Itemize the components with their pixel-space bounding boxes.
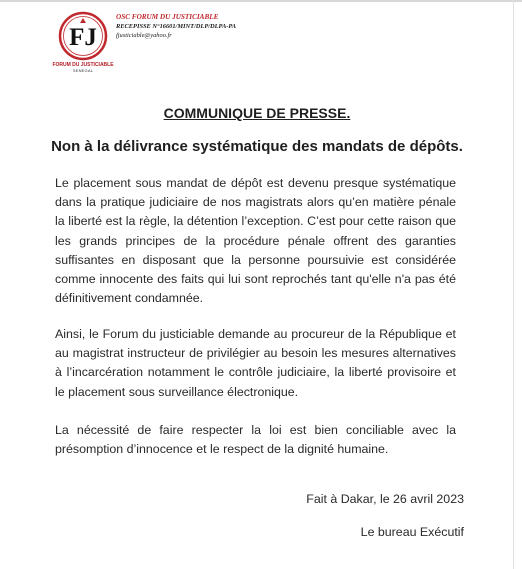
- fj-emblem: [58, 11, 108, 61]
- organization-email: fjusticiable@yahoo.fr: [116, 32, 172, 39]
- document-subtitle: Non à la délivrance systématique des mandats de dépôts.: [51, 138, 463, 155]
- fj-emblem-graphic: [58, 11, 108, 61]
- place-date: Fait à Dakar, le 26 avril 2023: [306, 492, 464, 506]
- logo-letters: FJ: [69, 24, 97, 51]
- page-right-border: [513, 0, 514, 569]
- paragraph-2: Ainsi, le Forum du justiciable demande au procureur de la République et au magistrat instructeur de privilégier au besoin les mesures alternatives à l’incarcération notamment le contrôle judiciaire, la liberté provisoire et le placement sous surveillance électronique.: [55, 327, 456, 399]
- logo-country: SENEGAL: [72, 68, 94, 73]
- logo-name: FORUM DU JUSTICIABLE: [52, 62, 114, 68]
- paragraph-1: Le placement sous mandat de dépôt est devenu presque systématique dans la pratique judiciaire de nos magistrats alors qu’en matière pénale la liberté est la règle, la détention l’exception. C’est pour cette raison que les grands principes de la procédure pénale offrent des garanties suffisantes en disposant que la personne poursuivie est considérée comme innocente des faits qui lui sont reprochés tant qu'elle n'a pas été définitivement condamnée.: [55, 176, 456, 306]
- signatory: Le bureau Exécutif: [360, 525, 464, 539]
- organization-logo: [52, 11, 114, 73]
- organization-name: OSC FORUM DU JUSTICIABLE: [116, 13, 219, 21]
- document-title: COMMUNIQUE DE PRESSE.: [163, 105, 351, 121]
- registration-number: RECEPISSE N°16601/MINT/DLP/DLPA-PA: [116, 23, 237, 30]
- organization-info: [116, 13, 236, 40]
- page-top-border: [0, 0, 522, 2]
- paragraph-3: La nécessité de faire respecter la loi est bien conciliable avec la présomption d’innocence et le respect de la dignité humaine.: [55, 423, 456, 457]
